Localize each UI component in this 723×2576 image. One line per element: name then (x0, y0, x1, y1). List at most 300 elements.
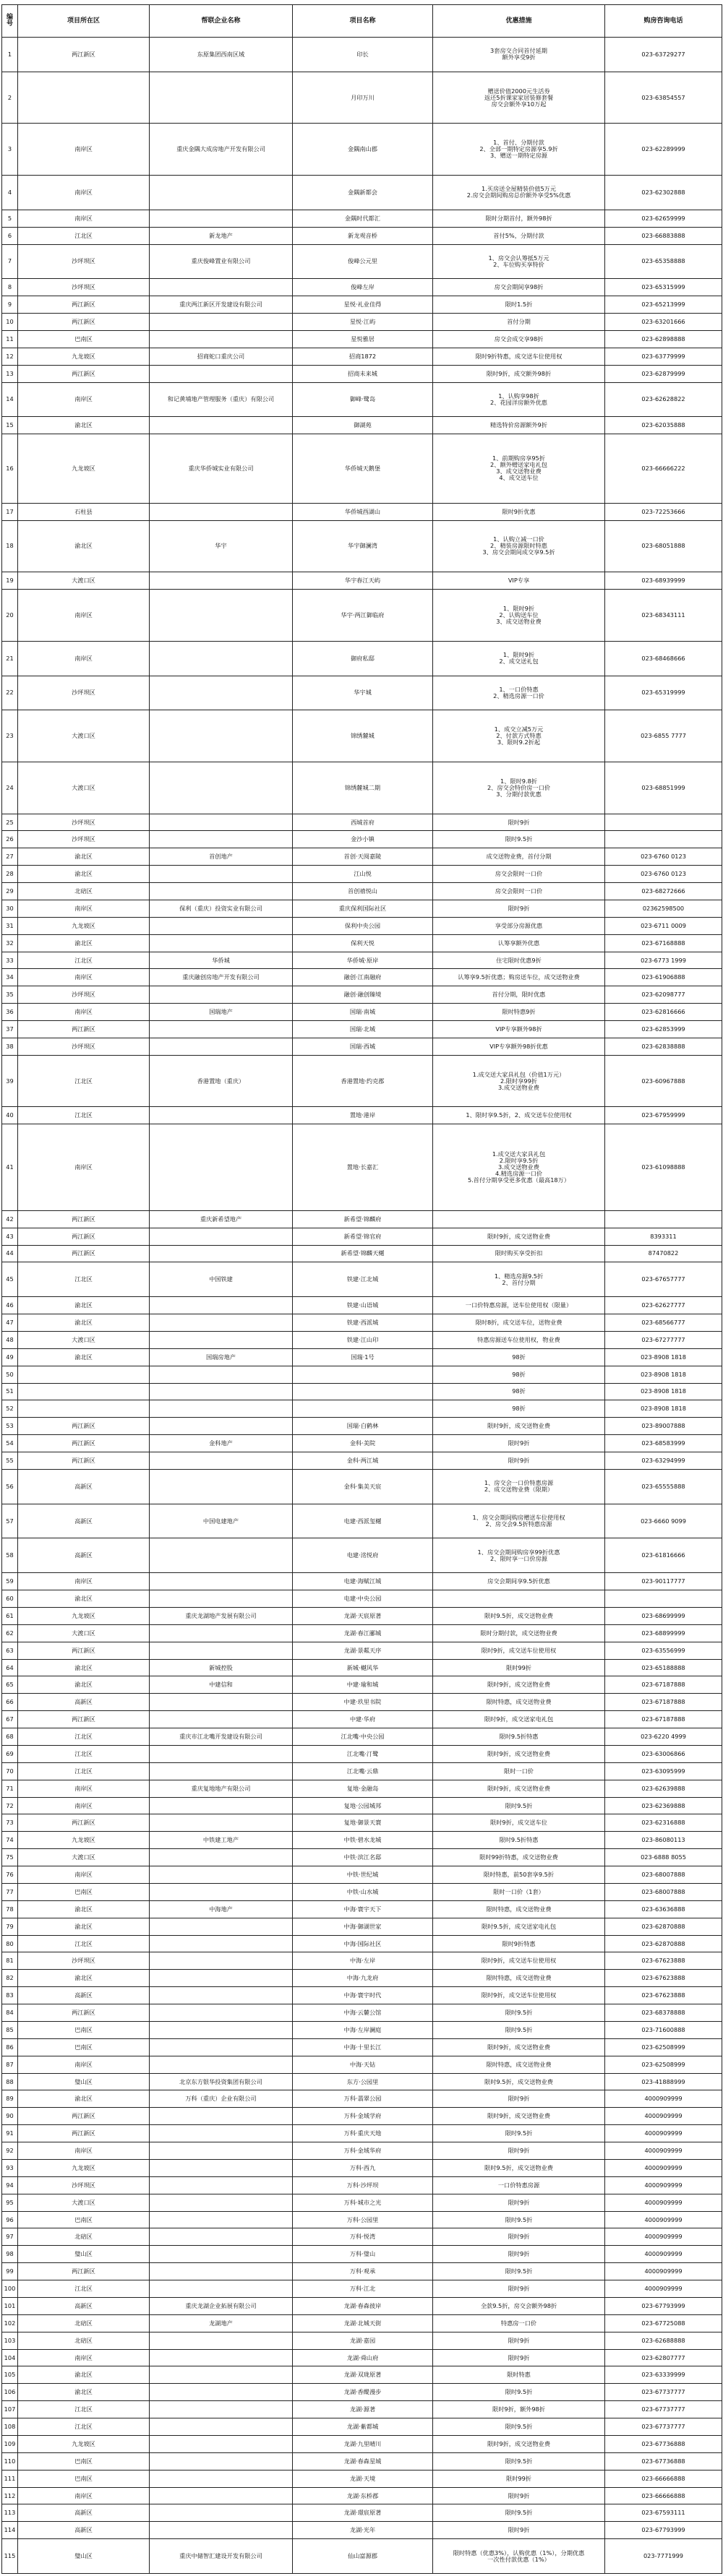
table-row (2, 848, 722, 866)
row-phone: 023-68007888 (605, 1866, 722, 1884)
row-company: 重庆金隅大成房地产开发有限公司 (150, 124, 293, 176)
row-offer: 限时99折 (433, 2470, 605, 2487)
row-number: 11 (2, 330, 18, 348)
row-number: 33 (2, 952, 18, 969)
row-company: 龙湖地产 (150, 2314, 293, 2332)
table-row (2, 72, 722, 124)
row-number: 83 (2, 1987, 18, 2004)
row-district: 南岸区 (18, 176, 150, 210)
row-offer: 限时9.5折，成交送物业费 (433, 1607, 605, 1624)
row-number: 91 (2, 2125, 18, 2142)
header-project: 项目名称 (293, 5, 433, 38)
row-company (150, 2401, 293, 2418)
row-phone: 023-72253666 (605, 503, 722, 520)
table-row (2, 1314, 722, 1332)
row-district: 高新区 (18, 2297, 150, 2314)
row-offer: 限时9折，额外98折 (433, 2401, 605, 2418)
row-district: 高新区 (18, 1987, 150, 2004)
table-row (2, 417, 722, 434)
row-district: 沙坪坝区 (18, 2176, 150, 2194)
row-number: 85 (2, 2021, 18, 2038)
row-phone: 023-6773 1999 (605, 952, 722, 969)
row-district: 北碚区 (18, 2228, 150, 2246)
row-district: 高新区 (18, 1469, 150, 1504)
row-district: 渝北区 (18, 1659, 150, 1676)
row-offer: 98折 (433, 1348, 605, 1366)
table-row (2, 1210, 722, 1228)
row-district: 璧山区 (18, 2073, 150, 2090)
table-row (2, 1366, 722, 1383)
row-district: 两江新区 (18, 2125, 150, 2142)
row-company: 东原集团西南区域 (150, 38, 293, 72)
row-district: 巴南区 (18, 330, 150, 348)
row-project: 华侨城·原岸 (293, 952, 433, 969)
row-number: 7 (2, 244, 18, 279)
row-district: 沙坪坝区 (18, 1038, 150, 1055)
row-number: 111 (2, 2470, 18, 2487)
row-phone: 023-67793999 (605, 2522, 722, 2539)
row-project: 星悦·江屿 (293, 314, 433, 331)
row-project: 金科·集美天宸 (293, 1469, 433, 1504)
row-company (150, 1124, 293, 1210)
row-phone: 023-6711 0009 (605, 917, 722, 934)
row-project: 首创·天阅嘉陵 (293, 848, 433, 866)
row-company (150, 2004, 293, 2022)
row-number: 115 (2, 2539, 18, 2574)
row-phone: 023-66666222 (605, 434, 722, 504)
table-row (2, 434, 722, 504)
row-offer: 98折 (433, 1366, 605, 1383)
row-project: 中海·寰宇时代 (293, 1987, 433, 2004)
row-number: 59 (2, 1573, 18, 1590)
row-company: 重庆复地地产有限公司 (150, 1780, 293, 1797)
row-number: 60 (2, 1590, 18, 1608)
row-number: 68 (2, 1728, 18, 1746)
row-number: 43 (2, 1228, 18, 1245)
row-project: 东方·公园里 (293, 2073, 433, 2090)
row-project: 月印万川 (293, 72, 433, 124)
row-district: 南岸区 (18, 1780, 150, 1797)
row-offer: 一口价特惠房源，送车位使用权（限量） (433, 1297, 605, 1314)
table-row (2, 1780, 722, 1797)
table-row (2, 952, 722, 969)
row-offer: 限时9折，成交送物业费 (433, 1780, 605, 1797)
table-row (2, 1987, 722, 2004)
row-number: 105 (2, 2366, 18, 2384)
table-row (2, 762, 722, 814)
row-project: 铁建·西派城 (293, 1314, 433, 1332)
row-offer: 1、限时9折 2、成交送礼包 (433, 641, 605, 676)
row-phone: 023-68899999 (605, 1624, 722, 1642)
table-row (2, 1055, 722, 1107)
row-offer: 1、房交会期间购房赠送车位使用权 2、房交会9.5折特惠房源 (433, 1504, 605, 1538)
row-phone: 023-63201666 (605, 314, 722, 331)
row-phone: 023-6888 8055 (605, 1849, 722, 1866)
row-project: 中海·左岸澜庭 (293, 2021, 433, 2038)
row-offer: 限时特惠，成交送物业费 (433, 1694, 605, 1711)
row-district: 渝北区 (18, 1918, 150, 1935)
row-project: 国瑞·1号 (293, 1348, 433, 1366)
row-district: 两江新区 (18, 1021, 150, 1038)
row-company (150, 590, 293, 642)
table-row (2, 296, 722, 314)
row-offer: 1、成交立减5万元 2、付款方式特惠 3、限时9.2折起 (433, 710, 605, 762)
row-phone: 023-67793999 (605, 2297, 722, 2314)
row-project: 中建·华府 (293, 1711, 433, 1728)
row-number: 71 (2, 1780, 18, 1797)
table-row (2, 2004, 722, 2022)
row-offer: 限时9折，成交送车位 (433, 1814, 605, 1832)
table-row (2, 2504, 722, 2522)
row-project: 置地·长嘉汇 (293, 1124, 433, 1210)
row-number: 38 (2, 1038, 18, 1055)
row-phone: 023-67593111 (605, 2504, 722, 2522)
row-number: 82 (2, 1970, 18, 1987)
row-phone: 023-67623888 (605, 1987, 722, 2004)
table-row (2, 1607, 722, 1624)
row-number: 8 (2, 279, 18, 296)
row-number: 96 (2, 2211, 18, 2228)
row-company (150, 1538, 293, 1573)
row-offer: 限时9.5折 (433, 2452, 605, 2470)
row-company (150, 1400, 293, 1418)
table-row (2, 866, 722, 883)
table-row (2, 1900, 722, 1918)
row-offer: 限时9折 (433, 2228, 605, 2246)
row-district: 北碚区 (18, 2332, 150, 2349)
table-row (2, 1935, 722, 1952)
row-phone (605, 831, 722, 848)
row-company (150, 2021, 293, 2038)
row-company (150, 934, 293, 952)
row-project: 江山悦 (293, 866, 433, 883)
table-row (2, 1469, 722, 1504)
row-number: 102 (2, 2314, 18, 2332)
row-project: 星悦·礼业佳得 (293, 296, 433, 314)
row-number: 24 (2, 762, 18, 814)
row-project: 保利天悦 (293, 934, 433, 952)
row-project: 中铁·世纪城 (293, 1866, 433, 1884)
table-row (2, 814, 722, 831)
table-row (2, 917, 722, 934)
row-project: 招商未来城 (293, 365, 433, 382)
row-number: 40 (2, 1107, 18, 1124)
row-company (150, 831, 293, 848)
row-offer: 首付分期，限时优惠 (433, 986, 605, 1004)
row-project: 龙湖·璟宸原著 (293, 2504, 433, 2522)
row-number: 93 (2, 2159, 18, 2176)
row-phone (605, 1590, 722, 1608)
row-offer: 限时9.5折特惠 (433, 1832, 605, 1849)
table-row (2, 382, 722, 417)
row-district: 两江新区 (18, 1711, 150, 1728)
row-district: 南岸区 (18, 2349, 150, 2366)
table-row (2, 227, 722, 244)
table-row (2, 1918, 722, 1935)
row-number: 6 (2, 227, 18, 244)
row-phone: 023-62807777 (605, 2349, 722, 2366)
row-number: 74 (2, 1832, 18, 1849)
row-district: 两江新区 (18, 1452, 150, 1470)
row-phone: 4000909999 (605, 2228, 722, 2246)
table-row (2, 1624, 722, 1642)
row-phone: 023-65358888 (605, 244, 722, 279)
row-district: 九龙坡区 (18, 917, 150, 934)
table-row (2, 1866, 722, 1884)
row-project: 金沙小镇 (293, 831, 433, 848)
row-number: 95 (2, 2194, 18, 2211)
row-number: 73 (2, 1814, 18, 1832)
row-phone: 4000909999 (605, 2090, 722, 2108)
row-phone: 023-62898888 (605, 330, 722, 348)
row-district: 两江新区 (18, 2004, 150, 2022)
row-district: 两江新区 (18, 38, 150, 72)
row-project: 万科·金域华府 (293, 2142, 433, 2160)
row-number: 39 (2, 1055, 18, 1107)
row-number: 103 (2, 2332, 18, 2349)
row-district: 江北区 (18, 227, 150, 244)
row-district: 江北区 (18, 1762, 150, 1780)
row-number: 112 (2, 2487, 18, 2504)
row-phone: 023-6220 4999 (605, 1728, 722, 1746)
row-company (150, 2159, 293, 2176)
row-project: 重庆保利国际社区 (293, 900, 433, 917)
row-offer: 限时9折 (433, 2194, 605, 2211)
row-district: 璧山区 (18, 2246, 150, 2263)
row-district: 大渡口区 (18, 1849, 150, 1866)
row-district: 江北区 (18, 2280, 150, 2298)
row-project: 招商1872 (293, 348, 433, 365)
row-offer: 特惠房源送车位使用权，物业费 (433, 1331, 605, 1348)
row-phone: 023-62302888 (605, 176, 722, 210)
row-number: 34 (2, 969, 18, 986)
row-offer: 限时9.5折 (433, 831, 605, 848)
row-company (150, 1883, 293, 1900)
row-phone: 023-68851999 (605, 762, 722, 814)
row-offer: 限时9折，成交送家电礼包 (433, 1711, 605, 1728)
row-district: 渝北区 (18, 1590, 150, 1608)
row-project: 万科·城市之光 (293, 2194, 433, 2211)
row-company (150, 417, 293, 434)
row-company: 中海地产 (150, 1900, 293, 1918)
row-offer: VIP专享 (433, 572, 605, 590)
row-phone: 023-67736888 (605, 2452, 722, 2470)
row-project: 中海·国际社区 (293, 1935, 433, 1952)
row-district: 两江新区 (18, 1418, 150, 1435)
table-row (2, 2211, 722, 2228)
row-number: 37 (2, 1021, 18, 1038)
row-phone: 023-86080113 (605, 1832, 722, 1849)
row-project: 华宇·两江御临府 (293, 590, 433, 642)
table-row (2, 2108, 722, 2125)
row-offer: 3套房交合同首付延期 额外享受9折 (433, 38, 605, 72)
row-phone: 023-65555888 (605, 1469, 722, 1504)
row-district: 江北区 (18, 1745, 150, 1762)
row-phone: 023-63339999 (605, 2366, 722, 2384)
row-company (150, 1970, 293, 1987)
row-company: 重庆华侨城实业有限公司 (150, 434, 293, 504)
row-number: 106 (2, 2384, 18, 2401)
row-company (150, 2280, 293, 2298)
row-company (150, 1314, 293, 1332)
row-district: 江北区 (18, 1935, 150, 1952)
row-number: 75 (2, 1849, 18, 1866)
row-number: 12 (2, 348, 18, 365)
row-number: 49 (2, 1348, 18, 1366)
row-company (150, 917, 293, 934)
row-phone: 023-61098888 (605, 1124, 722, 1210)
row-offer: 享受部分房源优惠 (433, 917, 605, 934)
table-row (2, 1745, 722, 1762)
row-offer: 精选特价房源额外9折 (433, 417, 605, 434)
row-offer: 限时9.5折特惠 (433, 1728, 605, 1746)
row-district: 沙坪坝区 (18, 831, 150, 848)
row-district: 渝北区 (18, 1314, 150, 1332)
row-company: 金科地产 (150, 1435, 293, 1452)
row-number: 110 (2, 2452, 18, 2470)
row-company (150, 314, 293, 331)
row-phone: 023-67737777 (605, 2418, 722, 2436)
row-company (150, 2108, 293, 2125)
row-project: 龙湖·紫都城 (293, 2418, 433, 2436)
row-phone: 023-68699999 (605, 1607, 722, 1624)
row-district: 两江新区 (18, 314, 150, 331)
row-company (150, 72, 293, 124)
row-offer: 限时9.5折 (433, 2418, 605, 2436)
row-number: 9 (2, 296, 18, 314)
row-company: 重庆龙湖企业拓展有限公司 (150, 2297, 293, 2314)
row-project: 锦绣麓城二期 (293, 762, 433, 814)
row-district: 巴南区 (18, 2211, 150, 2228)
row-offer: 限时分期付款，成交送物业费 (433, 1624, 605, 1642)
row-company (150, 279, 293, 296)
table-row (2, 2539, 722, 2574)
row-district: 两江新区 (18, 2108, 150, 2125)
row-company (150, 1814, 293, 1832)
row-phone: 023-67959999 (605, 1107, 722, 1124)
row-number: 97 (2, 2228, 18, 2246)
row-offer: 限时分期首付，额外98折 (433, 210, 605, 227)
row-phone: 023-63779999 (605, 348, 722, 365)
row-company (150, 1573, 293, 1590)
table-row (2, 520, 722, 572)
row-district (18, 1383, 150, 1400)
row-company (150, 2332, 293, 2349)
row-district: 两江新区 (18, 365, 150, 382)
table-row (2, 2021, 722, 2038)
row-phone: 023-65315999 (605, 279, 722, 296)
row-phone: 4000909999 (605, 2211, 722, 2228)
row-phone: 023-63636888 (605, 1900, 722, 1918)
row-company (150, 2246, 293, 2263)
row-number: 14 (2, 382, 18, 417)
row-project: 锦绣麓城 (293, 710, 433, 762)
row-number: 26 (2, 831, 18, 848)
row-project: 国瑞·北城 (293, 1021, 433, 1038)
row-number: 80 (2, 1935, 18, 1952)
row-district: 渝北区 (18, 848, 150, 866)
table-row (2, 2073, 722, 2090)
row-offer: 房交会期间享98折 (433, 279, 605, 296)
row-number: 72 (2, 1797, 18, 1814)
row-phone: 023-62098777 (605, 986, 722, 1004)
row-project: 龙湖·春江郦城 (293, 1624, 433, 1642)
row-offer: 限时9折 (433, 2487, 605, 2504)
row-number: 76 (2, 1866, 18, 1884)
row-company: 重庆两江新区开发建设有限公司 (150, 296, 293, 314)
row-project: 香港置地·约克郡 (293, 1055, 433, 1107)
row-district: 渝北区 (18, 1297, 150, 1314)
row-project: 龙湖·天宸原著 (293, 1607, 433, 1624)
table-row (2, 2452, 722, 2470)
row-project: 中铁·碧水龙城 (293, 1832, 433, 1849)
row-company: 保利（重庆）投资实业有限公司 (150, 900, 293, 917)
row-project: 御峰·鹭岛 (293, 382, 433, 417)
row-company (150, 2211, 293, 2228)
row-company: 华宇 (150, 520, 293, 572)
row-project: 龙湖·东桥郡 (293, 2487, 433, 2504)
table-row (2, 1038, 722, 1055)
row-offer: 1、房交会认筹抵5万元 2、车位购买享特价 (433, 244, 605, 279)
row-company (150, 1918, 293, 1935)
row-company (150, 1987, 293, 2004)
table-row (2, 1538, 722, 1573)
table-row (2, 1849, 722, 1866)
row-district: 两江新区 (18, 1814, 150, 1832)
row-offer: 限时特惠，成交送物业费 (433, 2056, 605, 2073)
row-phone: 4000909999 (605, 2176, 722, 2194)
row-company (150, 2470, 293, 2487)
row-project: 龙湖·景粼天序 (293, 1642, 433, 1659)
row-company (150, 710, 293, 762)
row-company (150, 1642, 293, 1659)
row-number: 44 (2, 1245, 18, 1262)
row-phone: 023-89007888 (605, 1418, 722, 1435)
row-phone: 023-63294999 (605, 1452, 722, 1470)
row-project: 铁建·江北城 (293, 1262, 433, 1297)
row-project: 龙湖·春森彼岸 (293, 2297, 433, 2314)
row-offer: 限时一口价（1套） (433, 1883, 605, 1900)
row-project: 江北嘴·云鼎 (293, 1762, 433, 1780)
row-offer: 限时特惠，成交送物业费 (433, 1900, 605, 1918)
row-project: 国瑞·白鹤林 (293, 1418, 433, 1435)
row-offer: 限时特惠（优惠3%），认购优惠（1%），分期优惠 一次性付款优惠（1%） (433, 2539, 605, 2574)
row-offer: 1、房交会期间购房享99折优惠 2、限时享一口价房源 (433, 1538, 605, 1573)
table-row (2, 244, 722, 279)
row-company (150, 2349, 293, 2366)
row-number: 22 (2, 676, 18, 710)
row-company: 新龙地产 (150, 227, 293, 244)
row-project: 新希望·锦官府 (293, 1228, 433, 1245)
row-district: 沙坪坝区 (18, 244, 150, 279)
row-district: 沙坪坝区 (18, 814, 150, 831)
row-offer: 限时9.5折 (433, 2263, 605, 2280)
row-number: 86 (2, 2038, 18, 2056)
table-row (2, 986, 722, 1004)
row-number: 94 (2, 2176, 18, 2194)
row-number: 107 (2, 2401, 18, 2418)
row-number: 78 (2, 1900, 18, 1918)
row-district: 南岸区 (18, 2142, 150, 2160)
row-company (150, 2522, 293, 2539)
row-project: 仙山富源郡 (293, 2539, 433, 2574)
row-phone: 023-7771999 (605, 2539, 722, 2574)
row-company: 重庆融创房地产开发有限公司 (150, 969, 293, 986)
row-company (150, 2384, 293, 2401)
table-row (2, 2384, 722, 2401)
table-row (2, 2090, 722, 2108)
table-row (2, 1573, 722, 1590)
